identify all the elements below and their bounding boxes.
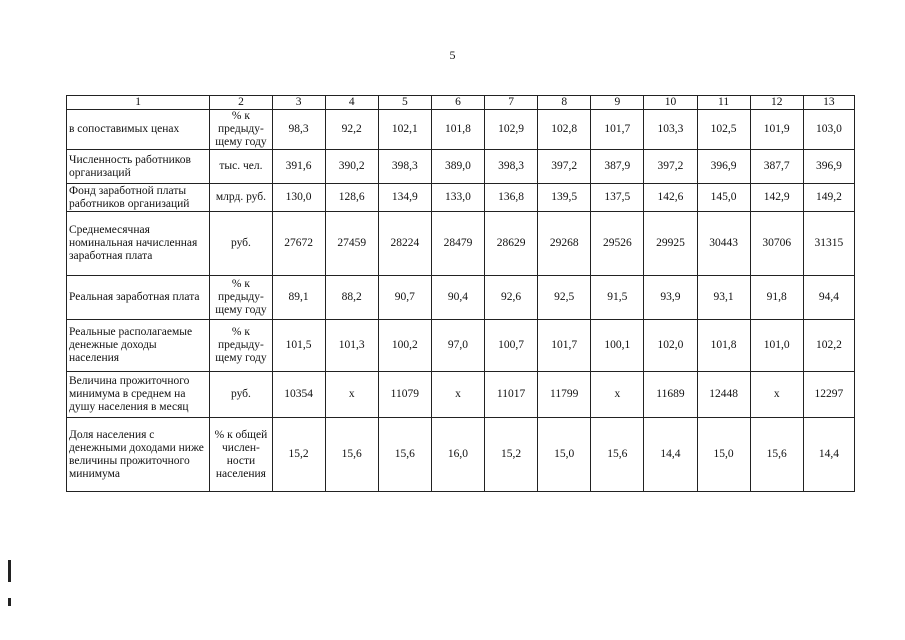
value-cell: 15,0 [697, 418, 750, 492]
value-cell: 102,8 [538, 110, 591, 150]
value-cell: 15,2 [485, 418, 538, 492]
value-cell: 142,6 [644, 184, 697, 212]
value-cell: 11689 [644, 372, 697, 418]
value-cell: 136,8 [485, 184, 538, 212]
table-row [67, 212, 855, 276]
value-cell: 102,5 [697, 110, 750, 150]
value-cell: 391,6 [272, 150, 325, 184]
column-header-cell: 5 [378, 96, 431, 110]
value-cell: 98,3 [272, 110, 325, 150]
value-cell: x [591, 372, 644, 418]
value-cell: 15,6 [591, 418, 644, 492]
column-header-cell: 11 [697, 96, 750, 110]
value-cell: 101,5 [272, 320, 325, 372]
value-cell: 102,1 [378, 110, 431, 150]
value-cell: 398,3 [485, 150, 538, 184]
value-cell: 130,0 [272, 184, 325, 212]
value-cell: 101,3 [325, 320, 378, 372]
value-cell: 27672 [272, 212, 325, 276]
value-cell: 100,7 [485, 320, 538, 372]
table-row [67, 418, 855, 492]
value-cell: 103,3 [644, 110, 697, 150]
table-row [67, 372, 855, 418]
column-header-cell: 12 [750, 96, 803, 110]
value-cell: 14,4 [644, 418, 697, 492]
value-cell: 142,9 [750, 184, 803, 212]
value-cell: 11799 [538, 372, 591, 418]
value-cell: 100,1 [591, 320, 644, 372]
value-cell: 92,6 [485, 276, 538, 320]
value-cell: 90,7 [378, 276, 431, 320]
value-cell: 12297 [803, 372, 854, 418]
value-cell: 10354 [272, 372, 325, 418]
value-cell: 16,0 [431, 418, 484, 492]
unit-cell: руб. [210, 212, 272, 276]
row-label-cell: Фонд заработной платы работников организаций [67, 184, 210, 212]
value-cell: 15,6 [325, 418, 378, 492]
value-cell: 101,0 [750, 320, 803, 372]
margin-mark [8, 598, 11, 606]
value-cell: 29925 [644, 212, 697, 276]
value-cell: 398,3 [378, 150, 431, 184]
value-cell: 15,2 [272, 418, 325, 492]
value-cell: 101,8 [697, 320, 750, 372]
value-cell: 30706 [750, 212, 803, 276]
unit-cell: тыс. чел. [210, 150, 272, 184]
column-header-cell: 7 [485, 96, 538, 110]
value-cell: 11017 [485, 372, 538, 418]
row-label-cell: Численность работников организаций [67, 150, 210, 184]
row-label-cell: в сопоставимых ценах [67, 110, 210, 150]
value-cell: 88,2 [325, 276, 378, 320]
value-cell: 91,8 [750, 276, 803, 320]
value-cell: 389,0 [431, 150, 484, 184]
unit-cell: % к предыду-щему году [210, 320, 272, 372]
value-cell: 93,9 [644, 276, 697, 320]
value-cell: 397,2 [538, 150, 591, 184]
value-cell: 101,8 [431, 110, 484, 150]
value-cell: 12448 [697, 372, 750, 418]
column-header-cell: 1 [67, 96, 210, 110]
value-cell: 15,6 [378, 418, 431, 492]
column-header-cell: 8 [538, 96, 591, 110]
value-cell: 29268 [538, 212, 591, 276]
value-cell: 89,1 [272, 276, 325, 320]
column-header-cell: 3 [272, 96, 325, 110]
margin-mark [8, 560, 11, 582]
unit-cell: % к предыду-щему году [210, 276, 272, 320]
table-row [67, 110, 855, 150]
value-cell: 390,2 [325, 150, 378, 184]
column-header-cell: 10 [644, 96, 697, 110]
row-label-cell: Реальные располагаемые денежные доходы населения [67, 320, 210, 372]
value-cell: 28479 [431, 212, 484, 276]
value-cell: 97,0 [431, 320, 484, 372]
column-header-cell: 9 [591, 96, 644, 110]
value-cell: 90,4 [431, 276, 484, 320]
value-cell: x [325, 372, 378, 418]
value-cell: 15,6 [750, 418, 803, 492]
value-cell: 31315 [803, 212, 854, 276]
value-cell: 137,5 [591, 184, 644, 212]
column-header-cell: 4 [325, 96, 378, 110]
value-cell: 91,5 [591, 276, 644, 320]
value-cell: 100,2 [378, 320, 431, 372]
value-cell: 92,2 [325, 110, 378, 150]
value-cell: 94,4 [803, 276, 854, 320]
value-cell: 101,7 [591, 110, 644, 150]
column-header-cell: 13 [803, 96, 854, 110]
value-cell: 103,0 [803, 110, 854, 150]
value-cell: 102,2 [803, 320, 854, 372]
value-cell: 145,0 [697, 184, 750, 212]
unit-cell: % к предыду-щему году [210, 110, 272, 150]
table-row [67, 150, 855, 184]
value-cell: 396,9 [697, 150, 750, 184]
value-cell: 101,7 [538, 320, 591, 372]
value-cell: 14,4 [803, 418, 854, 492]
row-label-cell: Доля населения с денежными доходами ниже величины прожиточного минимума [67, 418, 210, 492]
value-cell: 149,2 [803, 184, 854, 212]
unit-cell: % к общей числен-ности населения [210, 418, 272, 492]
column-header-cell: 6 [431, 96, 484, 110]
unit-cell: руб. [210, 372, 272, 418]
value-cell: 30443 [697, 212, 750, 276]
table-row [67, 184, 855, 212]
row-label-cell: Реальная заработная плата [67, 276, 210, 320]
value-cell: 396,9 [803, 150, 854, 184]
table-row [67, 320, 855, 372]
value-cell: 28224 [378, 212, 431, 276]
page-number: 5 [449, 48, 456, 62]
value-cell: 102,9 [485, 110, 538, 150]
value-cell: 29526 [591, 212, 644, 276]
value-cell: 11079 [378, 372, 431, 418]
table-header-row [67, 96, 855, 110]
value-cell: x [431, 372, 484, 418]
value-cell: 128,6 [325, 184, 378, 212]
row-label-cell: Среднемесячная номинальная начисленная заработная плата [67, 212, 210, 276]
data-table [66, 95, 855, 492]
value-cell: 27459 [325, 212, 378, 276]
row-label-cell: Величина прожиточного минимума в среднем на душу населения в месяц [67, 372, 210, 418]
unit-cell: млрд. руб. [210, 184, 272, 212]
value-cell: 139,5 [538, 184, 591, 212]
value-cell: 101,9 [750, 110, 803, 150]
value-cell: 93,1 [697, 276, 750, 320]
value-cell: 387,7 [750, 150, 803, 184]
value-cell: 397,2 [644, 150, 697, 184]
value-cell: 134,9 [378, 184, 431, 212]
value-cell: 15,0 [538, 418, 591, 492]
value-cell: 102,0 [644, 320, 697, 372]
value-cell: 28629 [485, 212, 538, 276]
value-cell: 387,9 [591, 150, 644, 184]
table-row [67, 276, 855, 320]
value-cell: x [750, 372, 803, 418]
column-header-cell: 2 [210, 96, 272, 110]
value-cell: 92,5 [538, 276, 591, 320]
value-cell: 133,0 [431, 184, 484, 212]
